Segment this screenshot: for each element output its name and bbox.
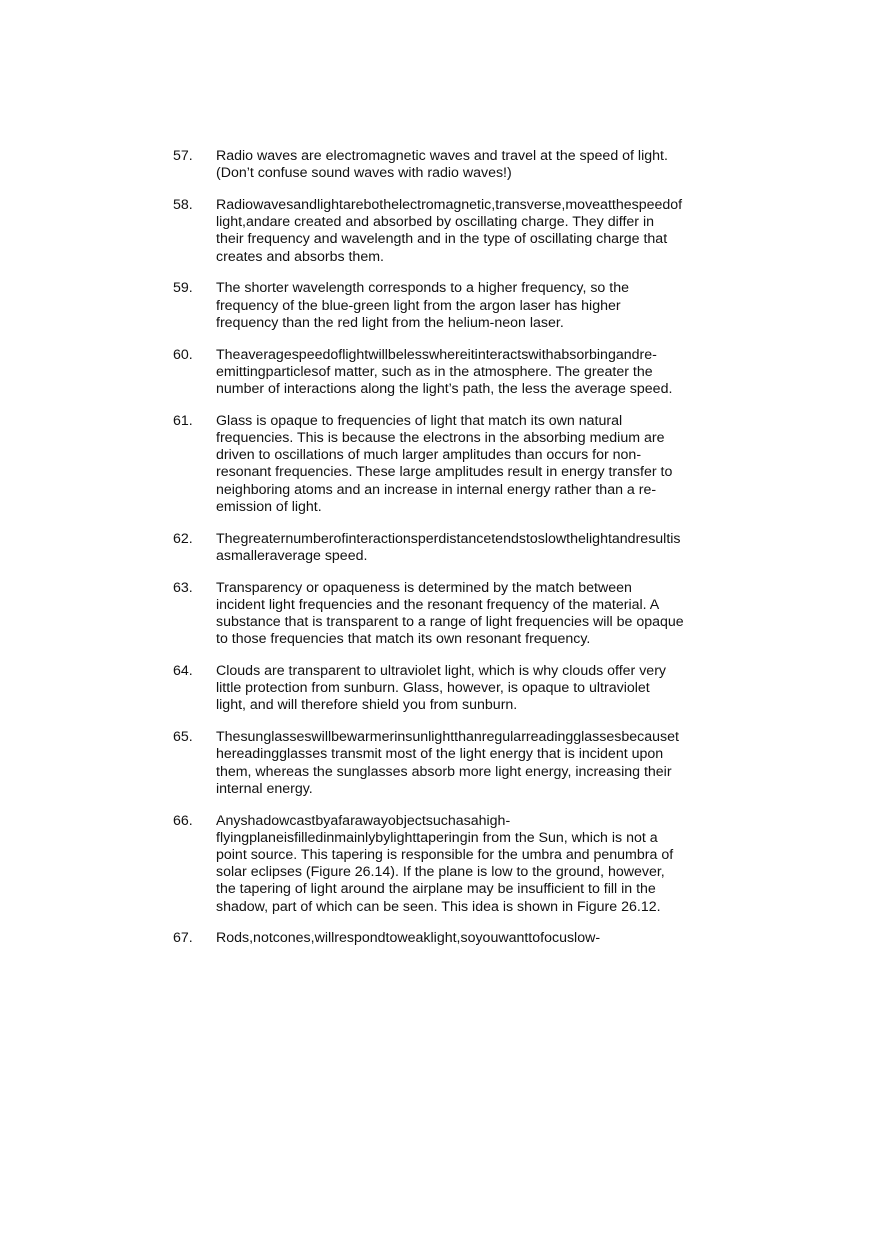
answer-text: Clouds are transparent to ultraviolet light, which is why clouds offer very little protection from sunburn. Glass, however, is opaque to ultraviolet light, and will therefore shield you from sunburn. [216, 663, 667, 714]
answer-item-65 [173, 729, 718, 798]
answer-number: 59. [173, 280, 193, 297]
answer-text: Anyshadowcastbyafarawayobjectsuchasahigh- flyingplaneisfilledinmainlybylighttaperingin from the Sun, which is not a point source. This tapering is responsible for the umbra and penumbra of solar eclipses (Figure 26.14). If the plane is low to the ground, however, the tapering of light around the airplane may be insufficient to fill in the shadow, part of which can be seen. This idea is shown in Figure 26.12. [216, 812, 674, 915]
answer-text: Thesunglasseswillbewarmerinsunlightthanregularreadingglassesbecauset hereadingglasses transmit most of the light energy that is incident upon them, whereas the sunglasses absorb more light energy, increasing their internal energy. [216, 729, 679, 797]
answer-item-62 [173, 531, 718, 565]
answer-item-67 [173, 930, 718, 947]
answer-text: Radiowavesandlightarebothelectromagnetic,transverse,moveatthespeedof light,andare created and absorbed by oscillating charge. They differ in their frequency and wavelength and in the type of oscillating charge that creates and absorbs them. [216, 197, 683, 265]
answer-number: 62. [173, 530, 193, 547]
answer-number: 58. [173, 197, 193, 213]
answer-number: 61. [173, 412, 193, 429]
answer-number: 65. [173, 729, 193, 746]
answer-item-64 [173, 663, 718, 715]
answer-text: Thegreaternumberofinteractionsperdistancetendstoslowthelightandresultis asmalleraverage speed. [216, 530, 681, 564]
answer-number: 63. [173, 579, 193, 596]
answer-number: 57. [173, 148, 193, 164]
answer-text: Rods,notcones,willrespondtoweaklight,soyouwanttofocuslow- [216, 930, 601, 947]
answer-text: Glass is opaque to frequencies of light that match its own natural frequencies. This is because the electrons in the absorbing medium are driven to oscillations of much larger amplitudes than occurs for non- resonant frequencies. These large amplitudes result in energy transfer to neighboring atoms and an increase in internal energy rather than a re- emission of light. [216, 412, 673, 515]
answer-text: The shorter wavelength corresponds to a higher frequency, so the frequency of the blue-green light from the argon laser has higher frequency than the red light from the helium-neon laser. [216, 280, 629, 331]
answer-item-63 [173, 580, 718, 649]
answer-text: Radio waves are electromagnetic waves and travel at the speed of light. (Don’t confuse sound waves with radio waves!) [216, 148, 668, 182]
answer-item-60 [173, 347, 718, 399]
answer-item-66 [173, 813, 718, 916]
answer-item-59 [173, 280, 718, 332]
answer-number: 67. [173, 930, 193, 947]
answer-number: 64. [173, 663, 193, 680]
answer-text: Theaveragespeedoflightwillbelesswhereitinteractswithabsorbingandre- emittingparticlesof matter, such as in the atmosphere. The greater the number of interactions along the light’s path, the less the average speed. [216, 346, 673, 398]
answer-number: 66. [173, 812, 193, 829]
answer-text: Transparency or opaqueness is determined by the match between incident light frequencies and the resonant frequency of the material. A substance that is transparent to a range of light frequencies will be opaque to those frequencies that match its own resonant frequency. [216, 579, 684, 648]
answer-item-58 [173, 197, 718, 266]
answer-item-61 [173, 413, 718, 516]
answer-item-57 [173, 148, 718, 182]
answer-list [173, 148, 718, 962]
answer-number: 60. [173, 346, 193, 363]
